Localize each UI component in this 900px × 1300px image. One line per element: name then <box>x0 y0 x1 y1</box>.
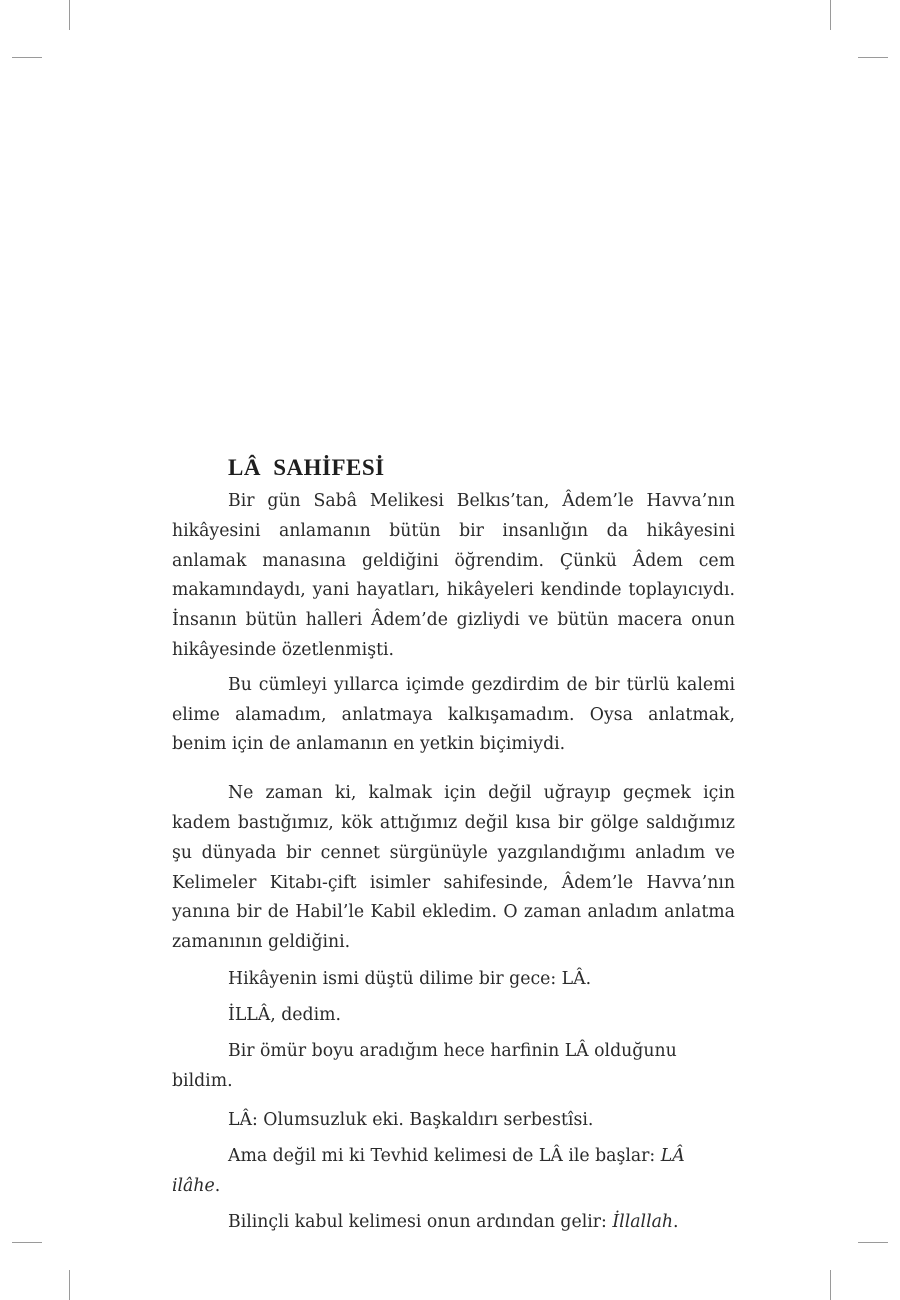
crop-mark-top-right <box>830 0 831 30</box>
line-story-name: Hikâyenin ismi düştü dilime bir gece: LÂ. <box>228 968 592 989</box>
line-tevhid-end: . <box>214 1175 221 1196</box>
line-illa: İLLÂ, dedim. <box>228 1004 342 1025</box>
crop-mark-bottom-right <box>830 1270 831 1300</box>
line-conscious-acceptance <box>172 1207 735 1237</box>
line-acceptance-end: . <box>673 1211 679 1232</box>
paragraph-2: Bu cümleyi yıllarca içimde gezdirdim de bir türlü kalemi elime alamadım, anlatmaya kalkışamadım. Oysa anlatmak, benim için de anlamanın en yetkin biçimiydi. <box>172 674 735 755</box>
line-tevhid <box>172 1141 735 1201</box>
paragraph-3: Ne zaman ki, kalmak için değil uğrayıp geçmek için kadem bastığımız, kök attığımız değil kısa bir gölge saldığımız şu dünyada bir cennet sürgünüyle yazgılandığımı anladım ve Kelimeler Kitabı-çift isimler sahifesinde, Âdem’le Havva’nın yanına bir de Habil’le Kabil ekledim. O zaman anladım anlatma zamanının geldiğini. <box>172 783 735 953</box>
line-tevhid-text: Ama değil mi ki Tevhid kelimesi de LÂ ile başlar: <box>228 1145 661 1166</box>
crop-mark-right-top <box>858 57 888 58</box>
line-acceptance-italic: İllallah <box>612 1211 674 1232</box>
crop-mark-bottom-left <box>69 1270 70 1300</box>
crop-mark-left-top <box>12 57 42 58</box>
line-acceptance-text: Bilinçli kabul kelimesi onun ardından gelir: <box>228 1211 613 1232</box>
page-body <box>172 455 735 1237</box>
line-lifelong-syllable: Bir ömür boyu aradığım hece harfinin LÂ olduğunu bildim. <box>172 1040 677 1091</box>
crop-mark-right-bottom <box>858 1242 888 1243</box>
chapter-title: LÂ SAHİFESİ <box>228 455 385 480</box>
line-negation: LÂ: Olumsuzluk eki. Başkaldırı serbestîsi. <box>228 1109 594 1130</box>
line-tevhid-italic: LÂ ilâhe <box>172 1145 685 1196</box>
crop-mark-left-bottom <box>12 1242 42 1243</box>
paragraph-1: Bir gün Sabâ Melikesi Belkıs’tan, Âdem’le Havva’nın hikâyesini anlamanın bütün bir insanlığın da hikâyesini anlamak manasına geldiğini öğrendim. Çünkü Âdem cem makamındaydı, yani hayatları, hikâyeleri kendinde toplayıcıydı. İnsanın bütün halleri Âdem’de gizliydi ve bütün macera onun hikâyesinde özetlenmişti. <box>172 491 735 660</box>
crop-mark-top-left <box>69 0 70 30</box>
